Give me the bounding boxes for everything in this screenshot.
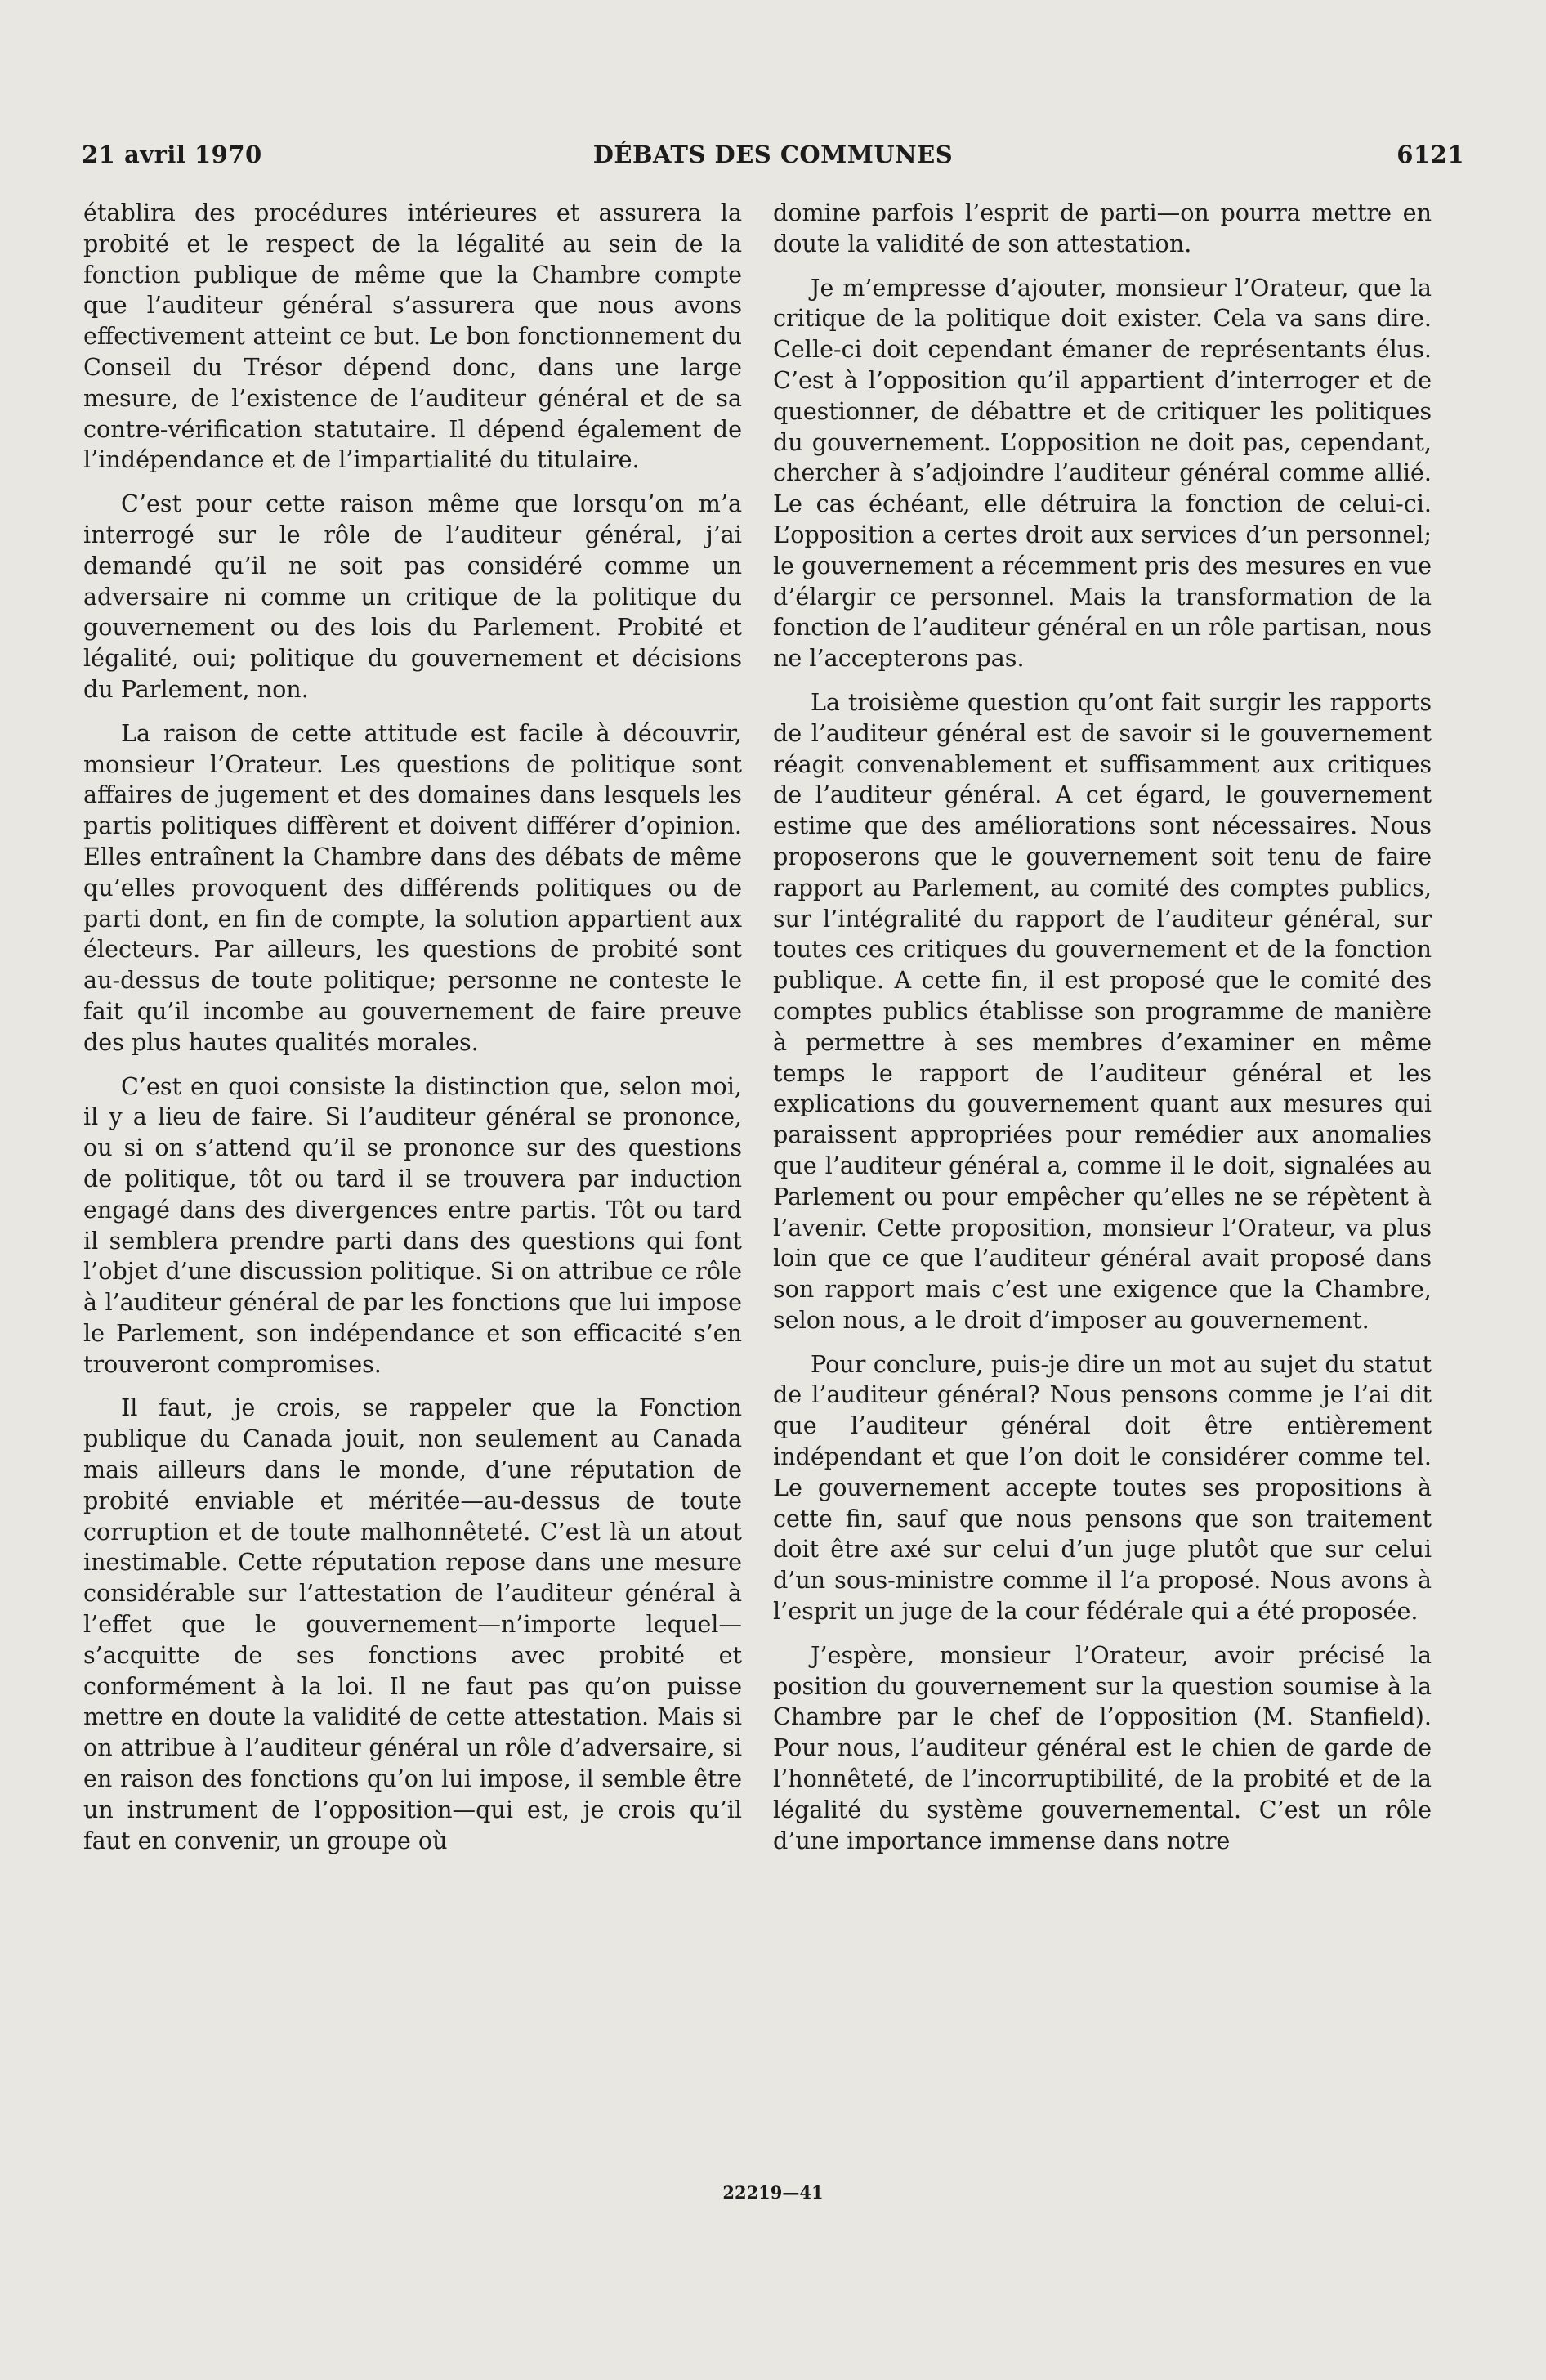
right-paragraph-2: Je m’empresse d’ajouter, monsieur l’Orateur, que la critique de la politique doit exister. Cela va sans dire. Celle-ci doit cependant émaner de représentants élus. C’est à l’opposition qu’il appartient d’interroger et de questionner, de débattre et de critiquer les politiques du gouvernement. L’opposition ne doit pas, cependant, chercher à s’adjoindre l’auditeur général comme allié. Le cas échéant, elle détruira la fonction de celui-ci. L’opposition a certes droit aux services d’un personnel; le gouvernement a récemment pris des mesures en vue d’élargir ce personnel. Mais la transformation de la fonction de l’auditeur général en un rôle partisan, nous ne l’accepterons pas. [773,273,1432,673]
left-paragraph-5: Il faut, je crois, se rappeler que la Fonction publique du Canada jouit, non seulement au Canada mais ailleurs dans le monde, d’une réputation de probité enviable et méritée—au-dessus de toute corruption et de toute malhonnêteté. C’est là un atout inestimable. Cette réputation repose dans une mesure considérable sur l’attestation de l’auditeur général à l’effet que le gouvernement—n’importe lequel—s’acquitte de ses fonctions avec probité et conformément à la loi. Il ne faut pas qu’on puisse mettre en doute la validité de cette attestation. Mais si on attribue à l’auditeur général un rôle d’adversaire, si en raison des fonctions qu’on lui impose, il semble être un instrument de l’opposition—qui est, je crois qu’il faut en convenir, un groupe où [83,1394,742,1854]
left-column [83,198,742,2168]
header-page-number: 6121 [1396,141,1464,168]
right-column [773,198,1432,2168]
right-paragraph-3: La troisième question qu’ont fait surgir les rapports de l’auditeur général est de savoir si le gouvernement réagit convenablement et suffisamment aux critiques de l’auditeur général. A cet égard, le gouvernement estime que des améliorations sont nécessaires. Nous proposerons que le gouvernement soit tenu de faire rapport au Parlement, au comité des comptes publics, sur l’intégralité du rapport de l’auditeur général, sur toutes ces critiques du gouvernement et de la fonction publique. A cette fin, il est proposé que le comité des comptes publics établisse son programme de manière à permettre à ses membres d’examiner en même temps le rapport de l’auditeur général et les explications du gouvernement quant aux mesures qui paraissent appropriées pour remédier aux anomalies que l’auditeur général a, comme il le doit, signalées au Parlement ou pour empêcher qu’elles ne se répètent à l’avenir. Cette proposition, monsieur l’Orateur, va plus loin que ce que l’auditeur général avait proposé dans son rapport mais c’est une exigence que la Chambre, selon nous, a le droit d’imposer au gouvernement. [773,687,1432,1334]
header-title: DÉBATS DES COMMUNES [592,141,954,168]
left-paragraph-1: établira des procédures intérieures et assurera la probité et le respect de la légalité au sein de la fonction publique de même que la Chambre compte que l’auditeur général s’assurera que nous avons effectivement atteint ce but. Le bon fonctionnement du Conseil du Trésor dépend donc, dans une large mesure, de l’existence de l’auditeur général et de sa contre-vérification statutaire. Il dépend également de l’indépendance et de l’impartialité du titulaire. [83,199,742,474]
right-paragraph-1: domine parfois l’esprit de parti—on pourra mettre en doute la validité de son attestation. [773,199,1432,257]
left-paragraph-2: C’est pour cette raison même que lorsqu’on m’a interrogé sur le rôle de l’auditeur général, j’ai demandé qu’il ne soit pas considéré comme un adversaire ni comme un critique de la politique du gouvernement ou des lois du Parlement. Probité et légalité, oui; politique du gouvernement et décisions du Parlement, non. [83,490,742,703]
right-paragraph-5: J’espère, monsieur l’Orateur, avoir précisé la position du gouvernement sur la question soumise à la Chambre par le chef de l’opposition (M. Stanfield). Pour nous, l’auditeur général est le chien de garde de l’honnêteté, de l’incorruptibilité, de la probité et de la légalité du système gouvernemental. C’est un rôle d’une importance immense dans notre [773,1640,1432,1854]
page-footer-signature: 22219—41 [722,2182,824,2203]
left-paragraph-3: La raison de cette attitude est facile à découvrir, monsieur l’Orateur. Les questions de politique sont affaires de jugement et des domaines dans lesquels les partis politiques diffèrent et doivent différer d’opinion. Elles entraînent la Chambre dans des débats de même qu’elles provoquent des différends politiques ou de parti dont, en fin de compte, la solution appartient aux électeurs. Par ailleurs, les questions de probité sont au-dessus de toute politique; personne ne conteste le fait qu’il incombe au gouvernement de faire preuve des plus hautes qualités morales. [83,718,742,1056]
page-header [82,141,1464,173]
left-paragraph-4: C’est en quoi consiste la distinction que, selon moi, il y a lieu de faire. Si l’auditeur général se prononce, ou si on s’attend qu’il se prononce sur des questions de politique, tôt ou tard il se trouvera par induction engagé dans des divergences entre partis. Tôt ou tard il semblera prendre parti dans des questions qui font l’objet d’une discussion politique. Si on attribue ce rôle à l’auditeur général de par les fonctions que lui impose le Parlement, son indépendance et son efficacité s’en trouveront compromises. [83,1071,742,1378]
right-paragraph-4: Pour conclure, puis-je dire un mot au sujet du statut de l’auditeur général? Nous pensons comme je l’ai dit que l’auditeur général doit être entièrement indépendant et que l’on doit le considérer comme tel. Le gouvernement accepte toutes ses propositions à cette fin, sauf que nous pensons que son traitement doit être axé sur celui d’un juge plutôt que sur celui d’un sous-ministre comme il l’a proposé. Nous avons à l’esprit un juge de la cour fédérale qui a été proposée. [773,1349,1432,1626]
header-date: 21 avril 1970 [82,141,262,168]
